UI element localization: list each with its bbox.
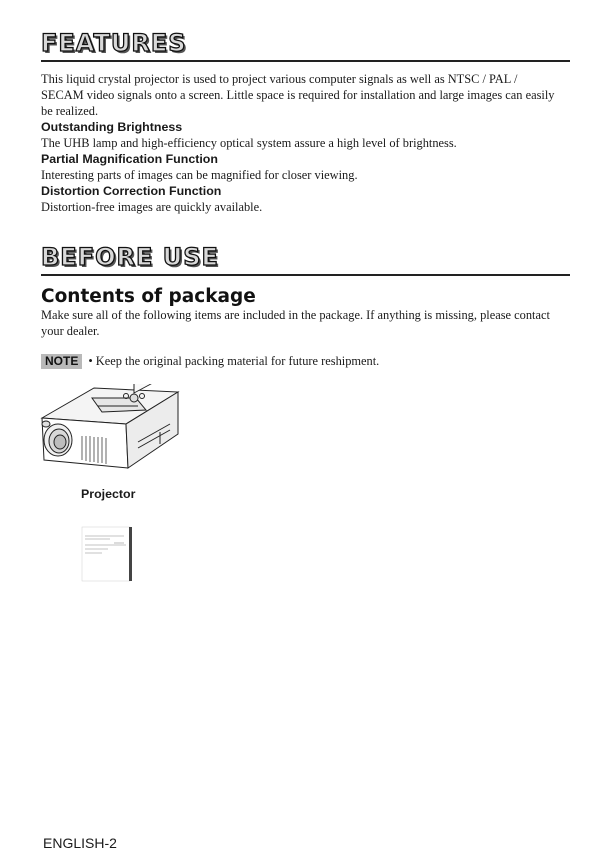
feature-heading-brightness: Outstanding Brightness — [41, 120, 183, 134]
note-text: • Keep the original packing material for future reshipment. — [88, 354, 380, 368]
feature-text-magnification: Interesting parts of images can be magnified for closer viewing. — [41, 168, 358, 182]
feature-heading-distortion: Distortion Correction Function — [41, 184, 222, 198]
user-manual-icon — [80, 525, 134, 583]
note-row — [41, 353, 379, 369]
contents-of-package-title: Contents of package — [41, 286, 256, 307]
feature-text-brightness: The UHB lamp and high-efficiency optical system assure a high level of brightness. — [41, 136, 457, 150]
feature-heading-magnification: Partial Magnification Function — [41, 152, 218, 166]
before-use-title: BEFORE USE — [41, 243, 219, 271]
projector-label: Projector — [81, 487, 136, 501]
features-intro: This liquid crystal projector is used to project various computer signals as well as NTSC / PAL / SECAM video signals onto a screen. Little space is required for installation and large images can easily be realized. — [41, 72, 555, 118]
features-rule — [41, 60, 570, 62]
features-title: FEATURES — [41, 29, 187, 57]
projector-icon — [38, 384, 180, 470]
note-badge: NOTE — [41, 354, 82, 369]
contents-intro: Make sure all of the following items are included in the package. If anything is missing, please contact your dealer. — [41, 308, 550, 338]
page-number: ENGLISH-2 — [43, 835, 117, 851]
before-use-rule — [41, 274, 570, 276]
feature-text-distortion: Distortion-free images are quickly available. — [41, 200, 263, 214]
